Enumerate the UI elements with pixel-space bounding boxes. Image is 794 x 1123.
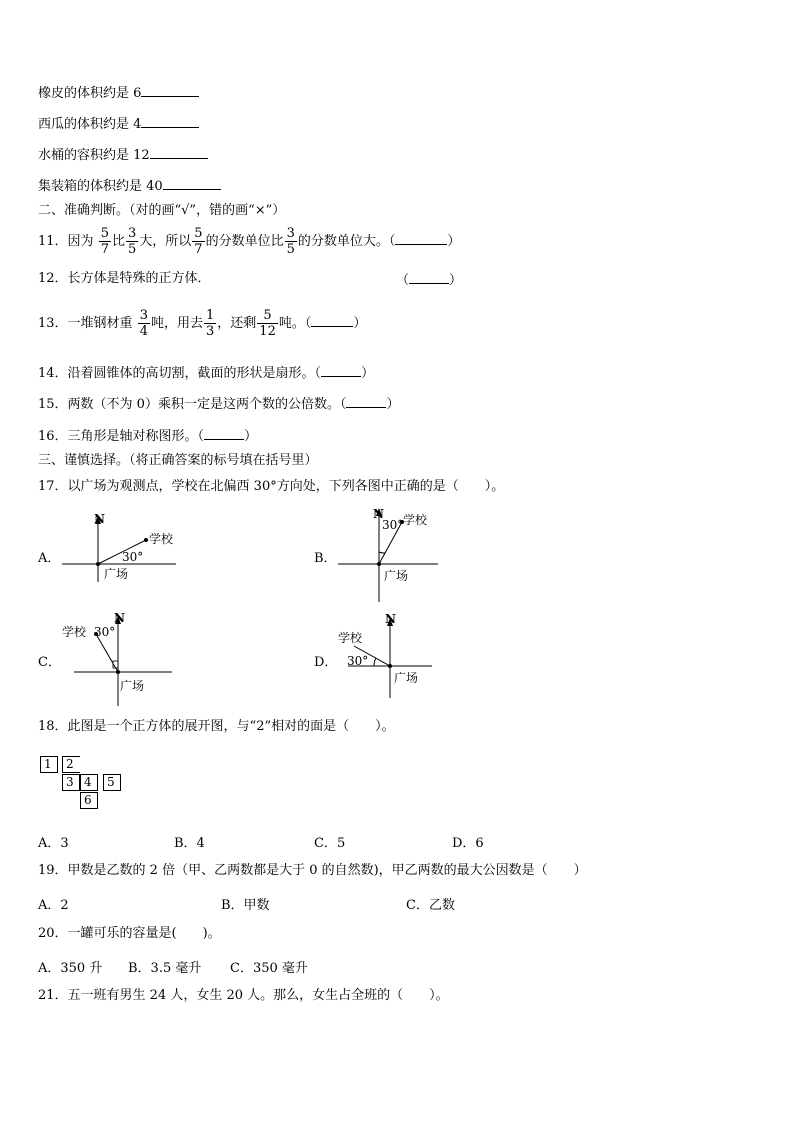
option-b[interactable]: B．3.5 毫升 [128,961,202,976]
option-b[interactable]: B．4 [174,836,205,851]
fraction: $\frac{3}{5}$ [128,226,137,257]
fraction: $\frac{5}{7}$ [100,226,109,257]
answer-paren-12: （ ） [396,273,463,288]
fill-item-eraser: 橡皮的体积约是 6 [38,84,199,102]
square-label: 广场 [384,569,409,583]
option-c[interactable]: C．350 毫升 [230,961,308,976]
angle-label: 30° [347,654,369,668]
option-d-diagram[interactable] [334,610,444,700]
angle-label: 30° [382,518,404,532]
fraction: $\frac{3}{5}$ [286,226,295,257]
question-12: 12．长方体是特殊的正方体． [38,271,211,286]
option-c-diagram[interactable] [58,608,178,708]
north-label: N [94,512,105,526]
fill-item-watermelon: 西瓜的体积约是 4 [38,115,199,133]
answer-blank[interactable] [150,146,208,159]
fraction: $\frac{1}{3}$ [206,308,215,339]
net-cell: 1 [40,756,58,773]
square-label: 广场 [394,671,419,685]
question-16: 16．三角形是轴对称图形。（ ） [38,429,258,444]
option-a-diagram[interactable] [58,508,188,588]
school-label: 学校 [149,532,174,546]
option-c[interactable]: C．5 [314,836,346,851]
answer-blank[interactable] [311,314,353,327]
option-d[interactable]: D．6 [452,836,484,851]
option-a[interactable]: A．2 [38,898,69,913]
school-label: 学校 [403,513,428,527]
net-cell: 4 [80,774,98,791]
net-cell: 5 [103,774,121,791]
answer-blank[interactable] [395,232,447,245]
section-title-choice: 三、谨慎选择。（将正确答案的标号填在括号里） [38,453,318,468]
answer-blank[interactable] [141,84,199,97]
answer-blank[interactable] [409,271,449,284]
fraction: $\frac{3}{4}$ [139,308,148,339]
question-13: 13．一堆钢材重 $\frac{3}{4}$ 吨，用去 $\frac{1}{3}$ ，还剩 $\frac{5}{12}$ 吨。（ ） [38,308,367,339]
option-d-label[interactable]: D． [314,655,338,670]
answer-blank[interactable] [346,395,386,408]
option-c[interactable]: C．乙数 [406,898,455,913]
square-label: 广场 [120,679,145,693]
square-label: 广场 [104,567,129,581]
north-label: N [385,612,396,626]
option-b-label[interactable]: B． [314,551,337,566]
school-label: 学校 [62,625,87,639]
question-15: 15．两数（不为 0）乘积一定是这两个数的公倍数。（ ） [38,397,400,412]
fraction: $\frac{5}{7}$ [194,226,203,257]
question-21: 21．五一班有男生 24 人，女生 20 人。那么，女生占全班的（ ）。 [38,988,449,1003]
question-14: 14．沿着圆锥体的高切割，截面的形状是扇形。（ ） [38,366,375,381]
question-19: 19．甲数是乙数的 2 倍（甲、乙两数都是大于 0 的自然数)，甲乙两数的最大公因数是（ ） [38,863,587,878]
option-c-label[interactable]: C． [38,655,61,670]
net-cell: 2 [62,756,80,773]
answer-blank[interactable] [163,177,221,190]
answer-blank[interactable] [321,364,361,377]
school-label: 学校 [338,631,363,645]
question-11: 11．因为 $\frac{5}{7}$ 比 $\frac{3}{5}$ 大，所以 $\frac{5}{7}$ 的分数单位比 $\frac{3}{5}$ 的分数单位大。（ ） [38,226,461,257]
net-cell: 3 [62,774,80,791]
fill-item-bucket: 水桶的容积约是 12 [38,146,208,164]
angle-label: 30° [94,625,116,639]
option-a-label[interactable]: A． [38,551,61,566]
section-title-judge: 二、准确判断。（对的画“√”，错的画“×”） [38,203,286,218]
question-17: 17．以广场为观测点，学校在北偏西 30°方向处，下列各图中正确的是（ ）。 [38,479,505,494]
north-label: N [114,611,125,625]
answer-blank[interactable] [204,427,244,440]
fill-item-container: 集装箱的体积约是 40 [38,177,221,195]
option-b[interactable]: B．甲数 [221,898,270,913]
option-a[interactable]: A．350 升 [38,961,103,976]
question-18: 18．此图是一个正方体的展开图，与“2”相对的面是（ ）。 [38,719,395,734]
north-label: N [373,507,384,521]
option-a[interactable]: A．3 [38,836,69,851]
option-b-diagram[interactable] [334,504,444,604]
angle-label: 30° [122,550,144,564]
fraction: $\frac{5}{12}$ [259,308,276,339]
answer-blank[interactable] [141,115,199,128]
net-cell: 6 [80,792,98,809]
question-20: 20．一罐可乐的容量是( )。 [38,926,221,941]
